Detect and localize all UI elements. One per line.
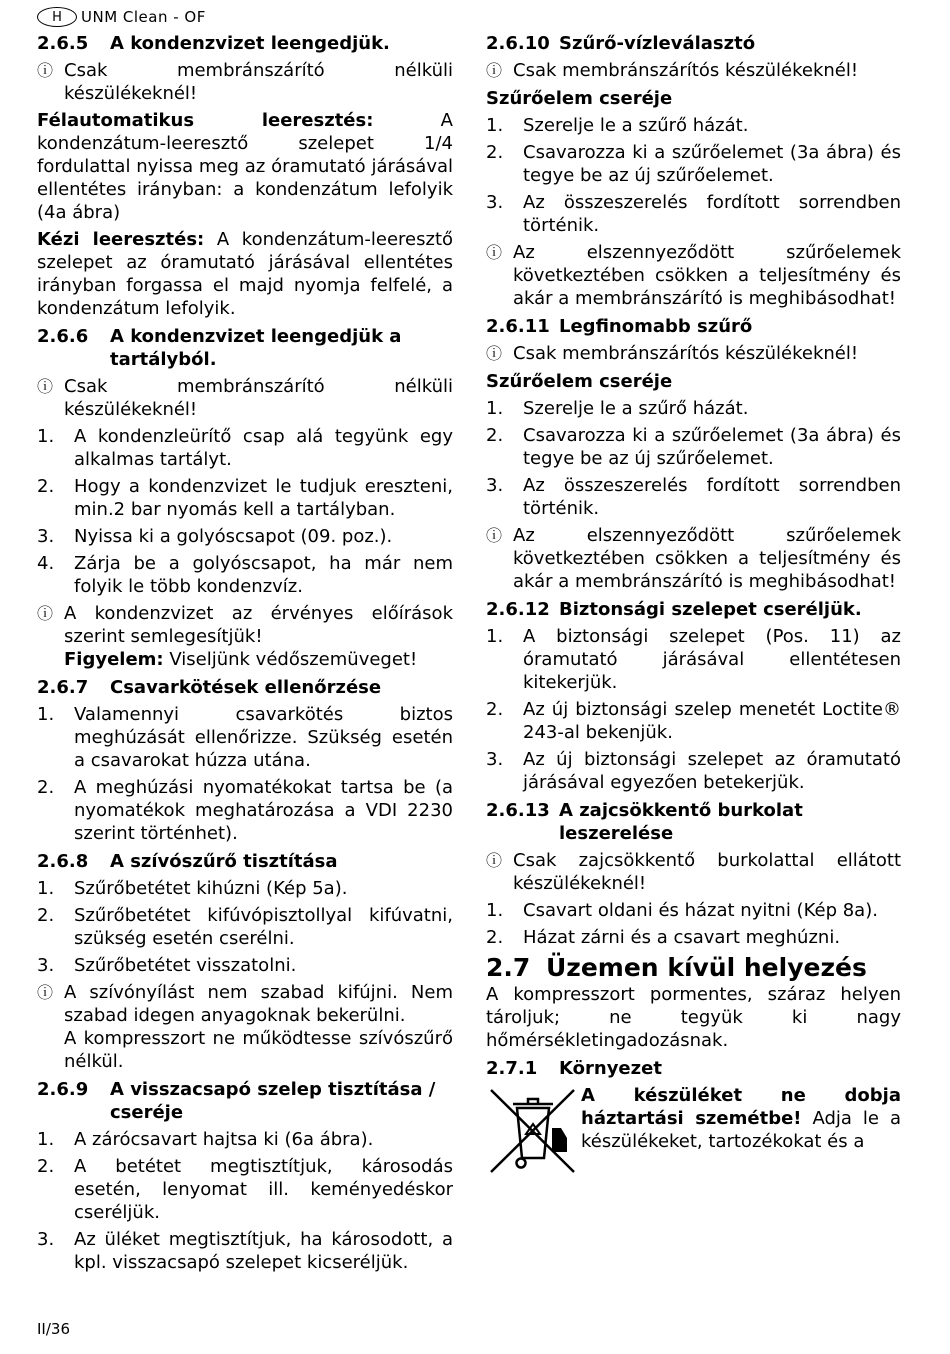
list-item: 2. A meghúzási nyomatékokat tartsa be (a nyomatékok meghatározása a VDI 2230 szerint történhet). [37,777,453,844]
section-2-6-7-heading: 2.6.7 Csavarkötések ellenőrzése [37,677,382,698]
numbered-list [486,114,901,237]
subheading: Szűrőelem cseréje [486,371,673,392]
list-item: 1. Szerelje le a szűrő házát. [486,115,749,136]
language-badge: H [37,7,77,27]
numbered-list [486,899,901,949]
section-2-6-12-heading: 2.6.12 Biztonsági szelepet cseréljük. [486,599,862,620]
paragraph: Kézi leeresztés: A kondenzátum-leeresztő szelepet az óramutató járásával ellentétes irányban forgassa el majd nyomja felfelé, a kondenzátum lefolyik. [37,229,454,319]
list-item: 2. A betétet megtisztítjuk, károsodás esetén, lenyomat ill. keményedéskor cseréljük. [37,1156,453,1223]
note: ⓘ A kondenzvizet az érvényes előírások szerint semlegesítjük! Figyelem: Viseljünk védőszemüveget! [37,603,453,670]
list-item: 2. Hogy a kondenzvizet le tudjuk ereszteni, min.2 bar nyomás kell a tartályban. [37,476,453,520]
numbered-list [37,877,453,977]
list-item: 2. Csavarozza ki a szűrőelemet (3a ábra) és tegye be az új szűrőelemet. [486,425,901,469]
note: ⓘ Csak membránszárítós készülékeknél! [486,343,859,364]
section-2-6-9-heading: 2.6.9 A visszacsapó szelep tisztítása / cseréje [37,1079,436,1123]
list-item: 1. Csavart oldani és házat nyitni (Kép 8a). [486,900,878,921]
section-2-6-10-heading: 2.6.10 Szűrő-vízleválasztó [486,33,756,54]
info-icon: ⓘ [37,377,54,396]
note: ⓘ Csak membránszárítós készülékeknél! [486,60,859,81]
note: ⓘ Csak zajcsökkentő burkolattal ellátott készülékeknél! [486,850,901,894]
subheading: Szűrőelem cseréje [486,88,673,109]
info-icon: ⓘ [486,243,503,262]
list-item: 3. Az üléket megtisztítjuk, ha károsodott, a kpl. visszacsapó szelepet kicseréljük. [37,1229,453,1273]
environment-notice [486,1084,901,1176]
section-2-6-8-heading: 2.6.8 A szívószűrő tisztítása [37,851,338,872]
list-item: 2. Szűrőbetétet kifúvópisztollyal kifúvatni, szükség esetén cserélni. [37,905,453,949]
list-item: 1. Szerelje le a szűrő házát. [486,398,749,419]
list-item: 1. Szűrőbetétet kihúzni (Kép 5a). [37,878,348,899]
note: ⓘ Csak membránszárító nélküli készülékeknél! [37,376,453,420]
right-column [486,32,901,1176]
info-icon: ⓘ [486,61,503,80]
crossed-out-wheelie-bin-icon [486,1084,581,1176]
section-2-6-13-heading: 2.6.13 A zajcsökkentő burkolat leszerelése [486,800,803,844]
list-item: 3. Az új biztonsági szelepet az óramutató járásával egyezően betekerjük. [486,749,901,793]
paragraph: A kompresszort pormentes, száraz helyen tároljuk; ne tegyük ki nagy hőmérsékletingadozásnak. [486,984,901,1051]
paragraph: Félautomatikus leeresztés: A kondenzátum-leeresztő szelepet 1/4 fordulattal nyissa meg az óramutató járásával ellentétes irányban: a kondenzátum lefolyik (4a ábra) [37,110,453,223]
page-number: II/36 [37,1320,70,1338]
list-item: 2. Csavarozza ki a szűrőelemet (3a ábra) és tegye be az új szűrőelemet. [486,142,901,186]
section-2-7-1-heading: 2.7.1 Környezet [486,1058,662,1079]
numbered-list [486,625,901,794]
note: ⓘ Az elszennyeződött szűrőelemek következtében csökken a teljesítmény és akár a membránszárító is meghibásodhat! [486,242,901,309]
list-item: 2. Az új biztonsági szelep menetét Loctite® 243-al bekenjük. [486,699,901,743]
info-icon: ⓘ [37,604,54,623]
list-item: 1. Valamennyi csavarkötés biztos meghúzását ellenőrizze. Szükség esetén a csavarokat húzza utána. [37,704,453,771]
note: ⓘ Az elszennyeződött szűrőelemek következtében csökken a teljesítmény és akár a membránszárító is meghibásodhat! [486,525,901,592]
numbered-list [37,425,453,598]
list-item: 1. A zárócsavart hajtsa ki (6a ábra). [37,1129,374,1150]
note: ⓘ A szívónyílást nem szabad kifújni. Nem szabad idegen anyagoknak bekerülni. A kompresszort ne működtesse szívószűrő nélkül. [37,982,453,1072]
page-header [37,6,206,28]
section-2-7-heading: 2.7 Üzemen kívül helyezés [486,953,867,982]
list-item: 2. Házat zárni és a csavart meghúzni. [486,927,841,948]
note: ⓘ Csak membránszárító nélküli készülékeknél! [37,60,453,104]
numbered-list [37,1128,453,1274]
list-item: 4. Zárja be a golyóscsapot, ha már nem folyik le több kondenzvíz. [37,553,453,597]
numbered-list [37,703,453,845]
section-2-6-11-heading: 2.6.11 Legfinomabb szűrő [486,316,753,337]
paragraph: A készüléket ne dobja háztartási szemétbe! Adja le a készülékeket, tartozékokat és a [581,1085,901,1152]
list-item: 3. Szűrőbetétet visszatolni. [37,955,297,976]
info-icon: ⓘ [486,526,503,545]
list-item: 3. Nyissa ki a golyóscsapot (09. poz.). [37,526,393,547]
list-item: 1. A biztonsági szelepet (Pos. 11) az óramutató járásával ellentétesen kitekerjük. [486,626,901,693]
info-icon: ⓘ [37,983,54,1002]
list-item: 1. A kondenzleürítő csap alá tegyünk egy alkalmas tartályt. [37,426,453,470]
list-item: 3. Az összeszerelés fordított sorrendben történik. [486,192,901,236]
section-2-6-5-heading: 2.6.5 A kondenzvizet leengedjük. [37,33,390,54]
numbered-list [486,397,901,520]
info-icon: ⓘ [37,61,54,80]
left-column [37,32,453,1274]
document-title: UNM Clean - OF [81,7,206,26]
info-icon: ⓘ [486,851,503,870]
list-item: 3. Az összeszerelés fordított sorrendben történik. [486,475,901,519]
section-2-6-6-heading: 2.6.6 A kondenzvizet leengedjük a tartályból. [37,326,402,370]
info-icon: ⓘ [486,344,503,363]
